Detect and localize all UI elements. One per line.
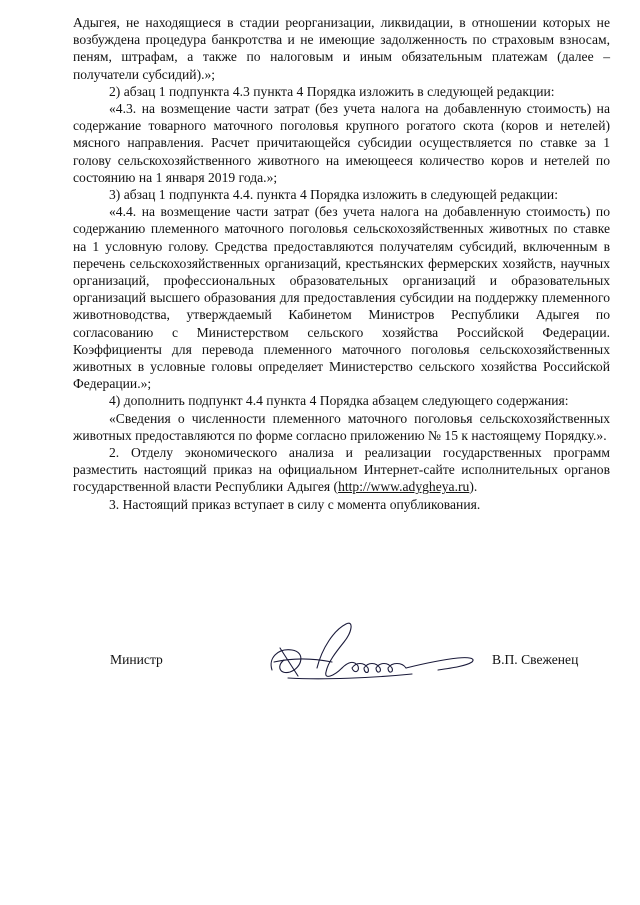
signature-block — [0, 618, 640, 688]
signatory-title: Министр — [110, 652, 163, 667]
paragraph-item-3: 3) абзац 1 подпункта 4.4. пункта 4 Порядка изложить в следующей редакции: — [109, 187, 558, 203]
website-link[interactable]: http://www.adygheya.ru — [338, 479, 470, 495]
paragraph-item-4: 4) дополнить подпункт 4.4 пункта 4 Порядка абзацем следующего содержания: — [109, 393, 569, 409]
paragraph-quote-4-3: «4.3. на возмещение части затрат (без учета налога на добавленную стоимость) на содержание товарного маточного поголовья крупного рогатого скота (коров и нетелей) мясного направления. Расчет причитающейся субсидии осуществляется по ставке за 1 голову сельскохозяйственного животного на имеющееся количество коров и нетелей по состоянию на 1 января 2019 года.»; — [73, 101, 610, 185]
signatory-name: В.П. Свеженец — [492, 652, 579, 667]
section-2-text: 2. Отделу экономического анализа и реализации государственных программ разместить настоящий приказ на официальном Интернет-сайте исполнительных органов государственной власти Республики Адыгея ( — [73, 445, 610, 495]
paragraph-quote-svedeniya: «Сведения о численности племенного маточного поголовья сельскохозяйственных животных предоставляются по форме согласно приложению № 15 к настоящему Порядку.». — [73, 410, 610, 443]
paragraph-section-3: 3. Настоящий приказ вступает в силу с момента опубликования. — [109, 496, 481, 512]
paragraph-quote-4-4: «4.4. на возмещение части затрат (без учета налога на добавленную стоимость) по содержанию племенного маточного поголовья сельскохозяйственных животных по ставке на 1 условную голову. Средства предоставляются получателям субсидий, включенным в перечень сельскохозяйственных организаций, крестьянских фермерских хозяйств, научных организаций, профессиональных образовательных организаций и образовательных организаций высшего образования для предоставления субсидии на поддержку племенного животноводства, утверждаемый Кабинетом Министров Республики Адыгея по согласованию с Министерством сельского хозяйства Российской Федерации. Коэффициенты для перевода племенного маточного поголовья сельскохозяйственных животных в условные головы определяет Министерство сельского хозяйства Российской Федерации.»; — [73, 204, 610, 392]
handwritten-signature — [262, 618, 487, 688]
paragraph-section-2 — [73, 444, 610, 496]
document-body — [73, 14, 610, 513]
link-suffix: ). — [469, 479, 478, 495]
paragraph-item-2: 2) абзац 1 подпункта 4.3 пункта 4 Порядка изложить в следующей редакции: — [109, 83, 555, 99]
paragraph-intro: Адыгея, не находящиеся в стадии реорганизации, ликвидации, в отношении которых не возбуждена процедура банкротства и не имеющие задолженность по страховым взносам, пеням, штрафам, а также по налоговым и иным обязательным платежам (далее – получатели субсидий).»; — [73, 15, 610, 82]
